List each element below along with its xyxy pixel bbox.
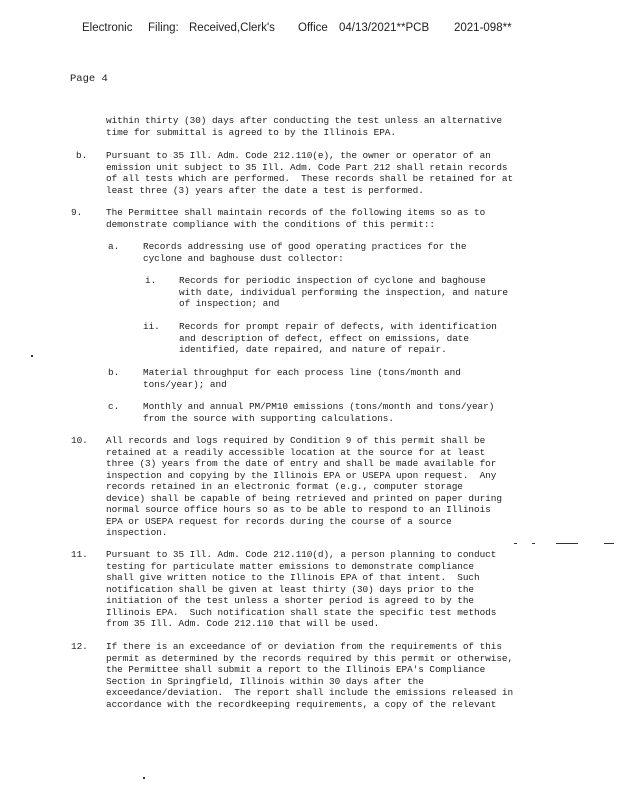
scan-artifact-line — [556, 543, 578, 544]
paragraph-condition-9c: Monthly and annual PM/PM10 emissions (tons/month and tons/year) from the source with supporting calculations. — [143, 401, 495, 424]
item-number: b. — [108, 367, 120, 378]
item-number: 12. — [71, 641, 88, 652]
header-date: 04/13/2021**PCB — [339, 22, 430, 34]
item-number: 10. — [71, 435, 88, 446]
paragraph-item-b: Pursuant to 35 Ill. Adm. Code 212.110(e), the owner or operator of an emission unit subject to 35 Ill. Adm. Code Part 212 shall retain records of all tests which are performed. These records shall be retained for at least three (3) years after the date a test is performed. — [106, 150, 514, 196]
scan-artifact-line — [604, 543, 614, 544]
paragraph-continuation: within thirty (30) days after conducting the test unless an alternative time for submittal is agreed to by the Illinois EPA. — [106, 115, 502, 138]
item-number: c. — [108, 401, 120, 412]
item-number: 11. — [71, 549, 88, 560]
item-number: i. — [145, 275, 157, 286]
scan-artifact-dot — [514, 543, 517, 544]
paragraph-condition-9: The Permittee shall maintain records of the following items so as to demonstrate compliance with the conditions of this permit:: — [106, 207, 486, 230]
scan-artifact-dot — [532, 543, 535, 544]
header-office: Office — [298, 22, 328, 34]
header-filing: Filing: — [148, 22, 179, 34]
page-number-label: Page 4 — [70, 73, 108, 85]
paragraph-condition-9a-i: Records for periodic inspection of cyclone and baghouse with date, individual performing the inspection, and nature of inspection; and — [179, 275, 508, 309]
paragraph-condition-9b: Material throughput for each process line (tons/month and tons/year); and — [143, 367, 461, 390]
header-electronic: Electronic — [82, 22, 133, 34]
filing-header — [0, 22, 618, 38]
paragraph-condition-12: If there is an exceedance of or deviation from the requirements of this permit as determined by the records required by this permit or otherwise, the Permittee shall submit a report to the Illinois EPA's Compliance Section in Springfield, Illinois within 30 days after the exceedance/deviation. The report shall include the emissions released in accordance with the recordkeeping requirements, a copy of the relevant — [106, 641, 514, 710]
item-number: ii. — [143, 321, 160, 332]
paragraph-condition-9a: Records addressing use of good operating practices for the cyclone and baghouse dust collector: — [143, 241, 467, 264]
paragraph-condition-10: All records and logs required by Condition 9 of this permit shall be retained at a readily accessible location at the source for at least three (3) years from the date of entry and shall be made available for inspection and copying by the Illinois EPA or USEPA upon request. Any records retained in an electronic format (e.g., computer storage device) shall be capable of being retrieved and printed on paper during normal source office hours so as to be able to respond to an Illinois EPA or USEPA request for records during the course of a source inspection. — [106, 435, 502, 538]
header-case: 2021-098** — [454, 22, 512, 34]
item-number: b. — [76, 150, 88, 161]
scan-artifact-dot — [143, 777, 145, 779]
scan-artifact-dot — [31, 355, 33, 357]
header-received: Received,Clerk's — [189, 22, 275, 34]
paragraph-condition-11: Pursuant to 35 Ill. Adm. Code 212.110(d), a person planning to conduct testing for particulate matter emissions to demonstrate compliance shall give written notice to the Illinois EPA of that intent. Such notification shall be given at least thirty (30) days prior to the initiation of the test unless a shorter period is agreed to by the Illinois EPA. Such notification shall state the specific test methods from 35 Ill. Adm. Code 212.110 that will be used. — [106, 549, 497, 629]
item-number: a. — [108, 241, 120, 252]
item-number: 9. — [71, 207, 83, 218]
paragraph-condition-9a-ii: Records for prompt repair of defects, with identification and description of defect, effect on emissions, date identified, date repaired, and nature of repair. — [179, 321, 497, 355]
